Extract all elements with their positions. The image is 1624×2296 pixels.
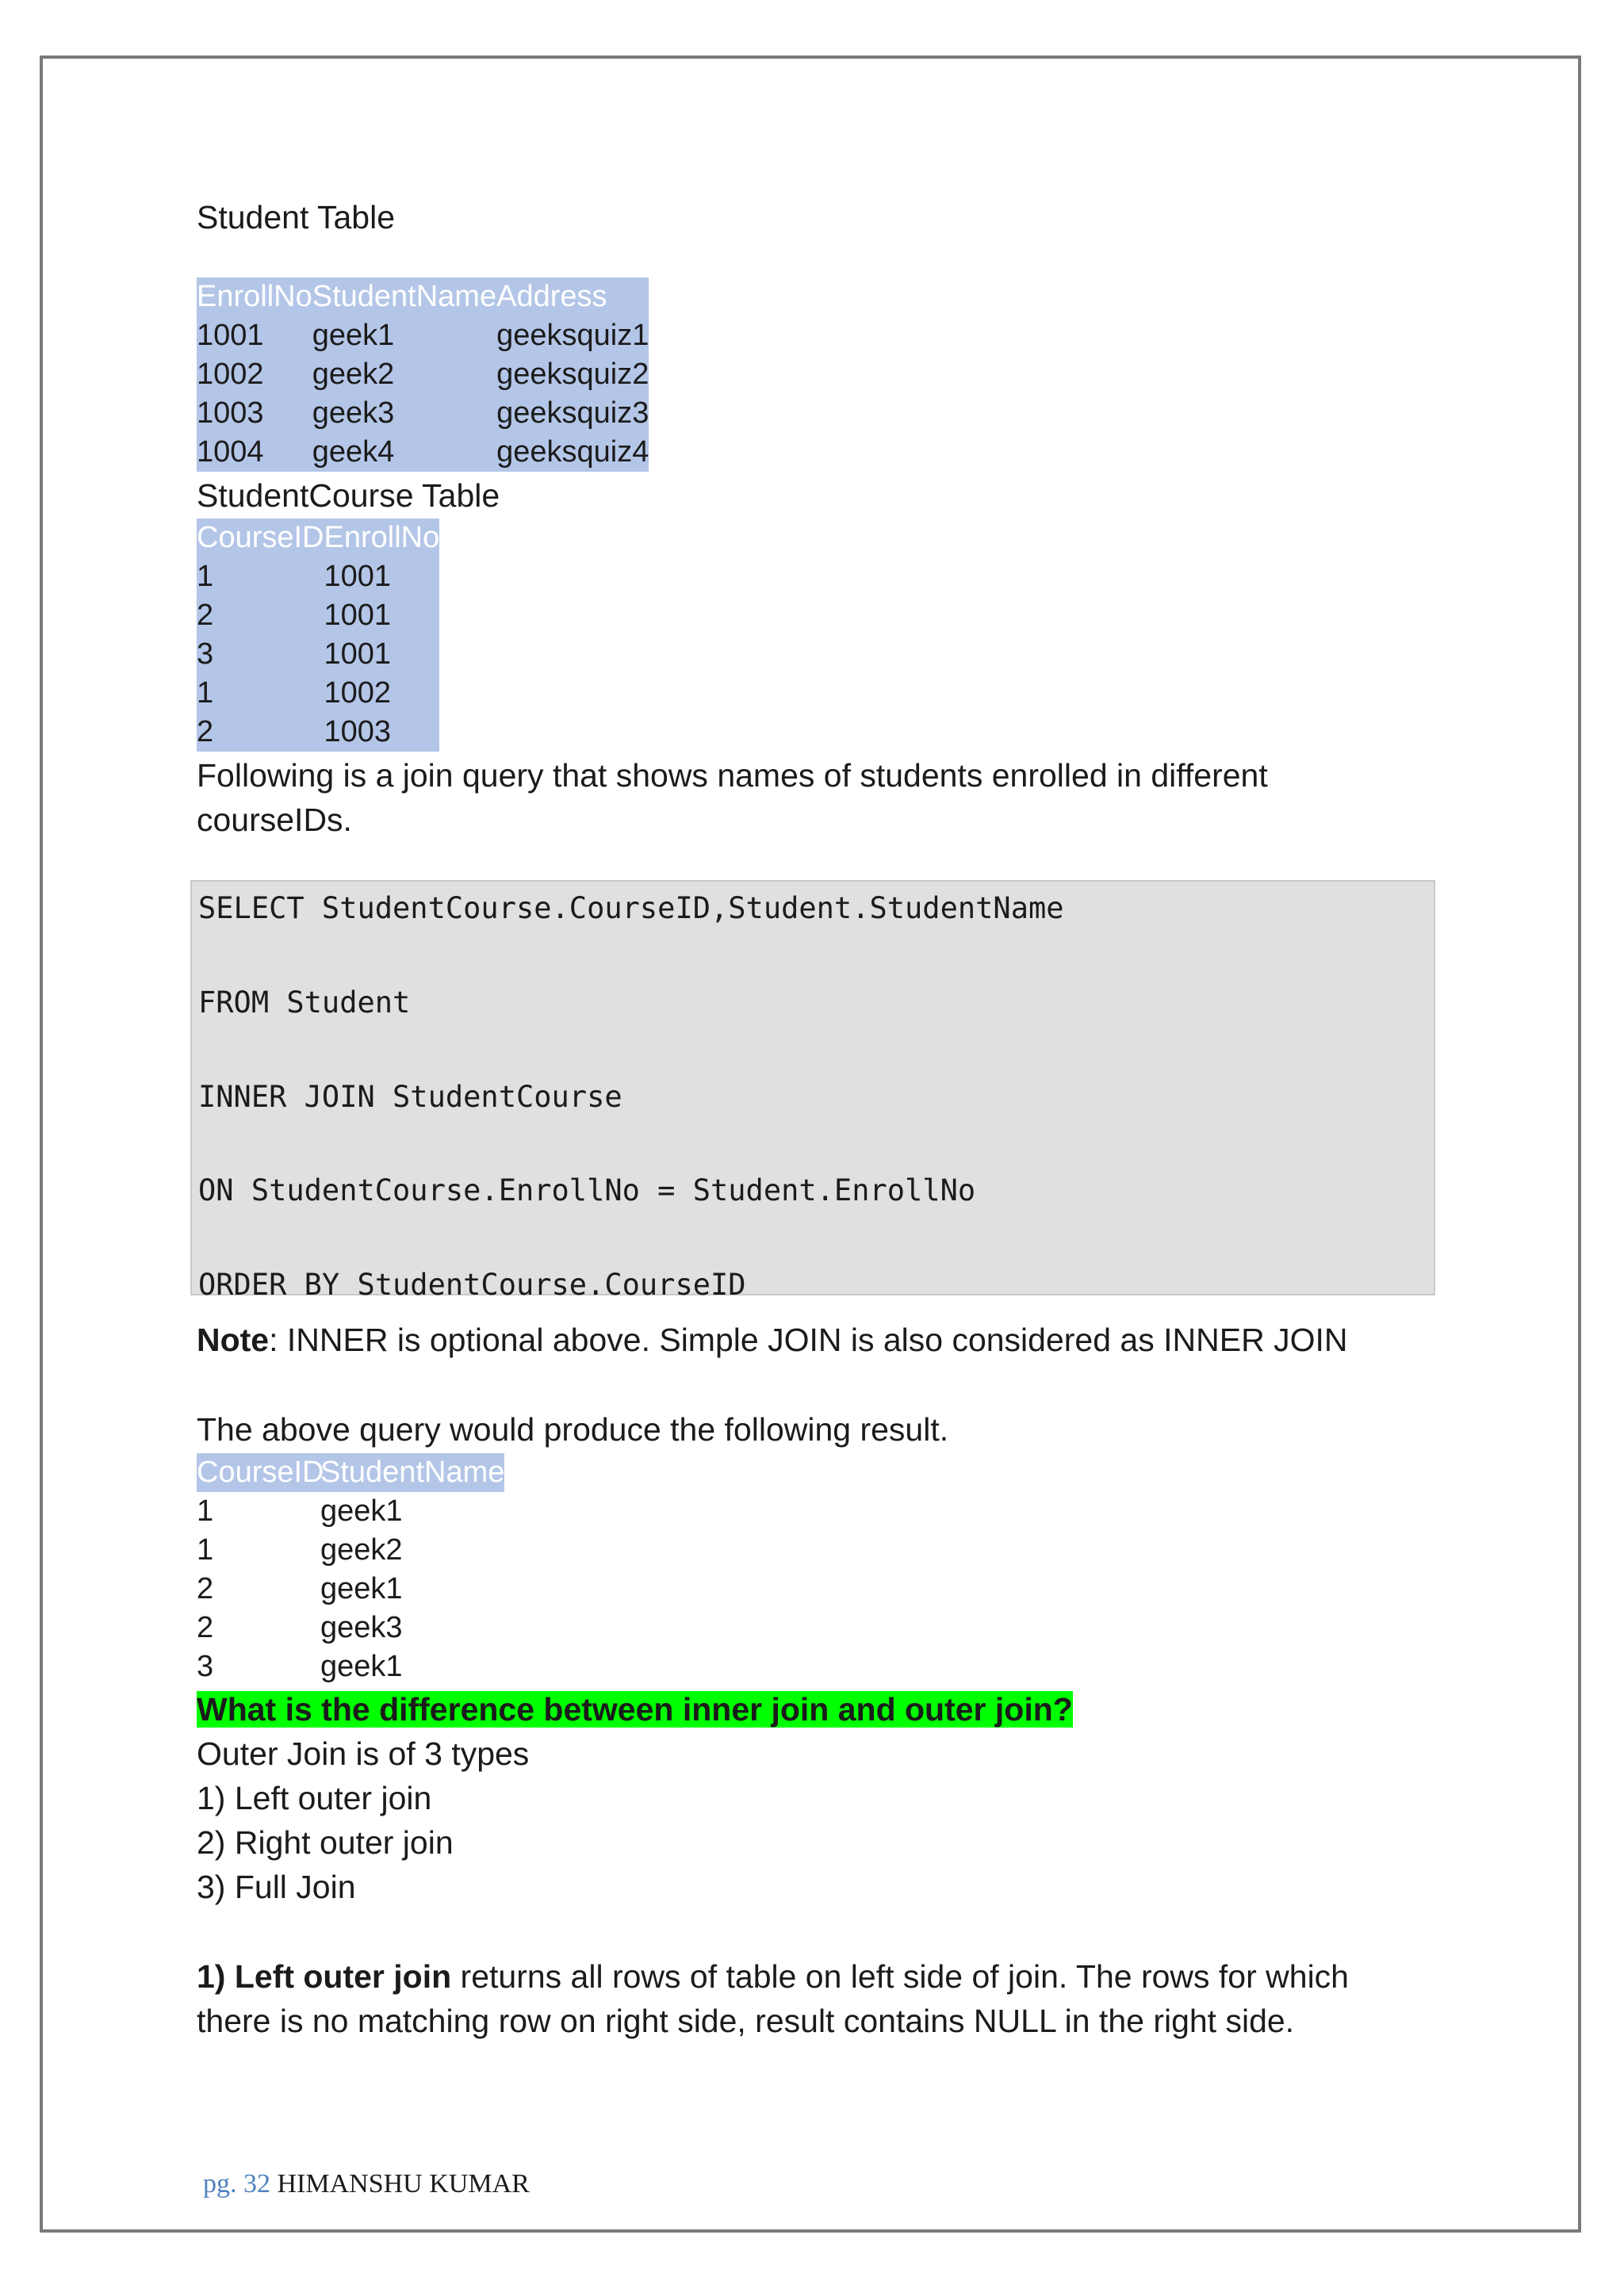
table-cell: 2 [197,1572,214,1605]
table-row [197,557,439,596]
column-header: EnrollNo [324,521,440,554]
studentcourse-table-title: StudentCourse Table [197,477,500,514]
left-outer-bold: 1) Left outer join [197,1958,452,1995]
code-line: FROM Student [198,985,411,1020]
table-row [197,355,649,394]
table-cell: 1 [197,560,214,593]
result-table-header [197,1453,504,1492]
page-number: pg. 32 [203,2169,270,2198]
sql-code-block [190,880,1435,1302]
table-cell: 1001 [324,637,392,671]
table-row [197,394,649,433]
table-cell: geek2 [320,1533,403,1567]
left-outer-line-1 [197,1954,1349,1999]
table-cell: 1004 [197,435,264,469]
list-item: 3) Full Join [197,1869,356,1905]
table-row [197,433,649,472]
table-cell: 2 [197,1611,214,1644]
table-row [197,713,439,752]
table-cell: 2 [197,715,214,748]
table-cell: 1002 [324,676,392,710]
table-cell: geeksquiz4 [496,435,649,469]
table-cell: geek1 [320,1572,403,1605]
note-paragraph [197,1318,1347,1362]
table-cell: 3 [197,1650,214,1683]
column-header: StudentName [320,1456,505,1489]
table-cell: geek3 [320,1611,403,1644]
table-cell: 1001 [197,319,264,352]
code-line: ON StudentCourse.EnrollNo = Student.EnrollNo [198,1173,976,1207]
note-label: Note [197,1322,270,1358]
student-table [197,277,649,472]
studentcourse-table [197,519,439,752]
column-header: EnrollNo [197,280,312,313]
table-row [197,596,439,635]
list-item: 1) Left outer join [197,1780,432,1816]
table-header-row [197,277,649,316]
intro-line-2: courseIDs. [197,802,352,838]
table-cell: 1003 [197,396,264,430]
table-cell: 1001 [324,599,392,632]
student-table-title: Student Table [197,199,396,235]
table-row [197,674,439,713]
outer-join-intro: Outer Join is of 3 types [197,1735,530,1772]
table-cell: geek3 [312,396,395,430]
table-row [197,635,439,674]
table-cell: geeksquiz1 [496,319,649,352]
table-cell: geek1 [320,1650,403,1683]
column-header: CourseID [197,1456,324,1489]
table-cell: geek1 [312,319,395,352]
question-text: What is the difference between inner join and outer join? [197,1691,1073,1728]
left-outer-rest: returns all rows of table on left side of join. The rows for which [451,1958,1349,1995]
code-line: SELECT StudentCourse.CourseID,Student.StudentName [198,891,1064,925]
table-cell: geek4 [312,435,395,469]
column-header: CourseID [197,521,324,554]
table-cell: 1 [197,676,214,710]
column-header: Address [496,280,607,313]
list-item: 2) Right outer join [197,1824,454,1861]
left-outer-line-2: there is no matching row on right side, result contains NULL in the right side. [197,2003,1295,2039]
footer-author: HIMANSHU KUMAR [277,2169,530,2198]
column-header: StudentName [312,280,497,313]
table-header-row [197,519,439,557]
table-cell: 1001 [324,560,392,593]
table-cell: geek1 [320,1494,403,1528]
code-line: INNER JOIN StudentCourse [198,1080,622,1114]
table-row [197,316,649,355]
intro-line-1: Following is a join query that shows names of students enrolled in different [197,757,1268,794]
table-cell: geeksquiz2 [496,358,649,391]
result-intro: The above query would produce the following result. [197,1411,949,1448]
table-cell: 1 [197,1494,214,1528]
table-cell: 2 [197,599,214,632]
note-text: : INNER is optional above. Simple JOIN is also considered as INNER JOIN [269,1322,1348,1358]
page-footer [203,2167,530,2202]
table-cell: geek2 [312,358,395,391]
table-cell: geeksquiz3 [496,396,649,430]
table-cell: 1 [197,1533,214,1567]
table-cell: 3 [197,637,214,671]
table-cell: 1003 [324,715,392,748]
question-heading [197,1687,1073,1732]
code-line: ORDER BY StudentCourse.CourseID [198,1268,746,1302]
table-cell: 1002 [197,358,264,391]
